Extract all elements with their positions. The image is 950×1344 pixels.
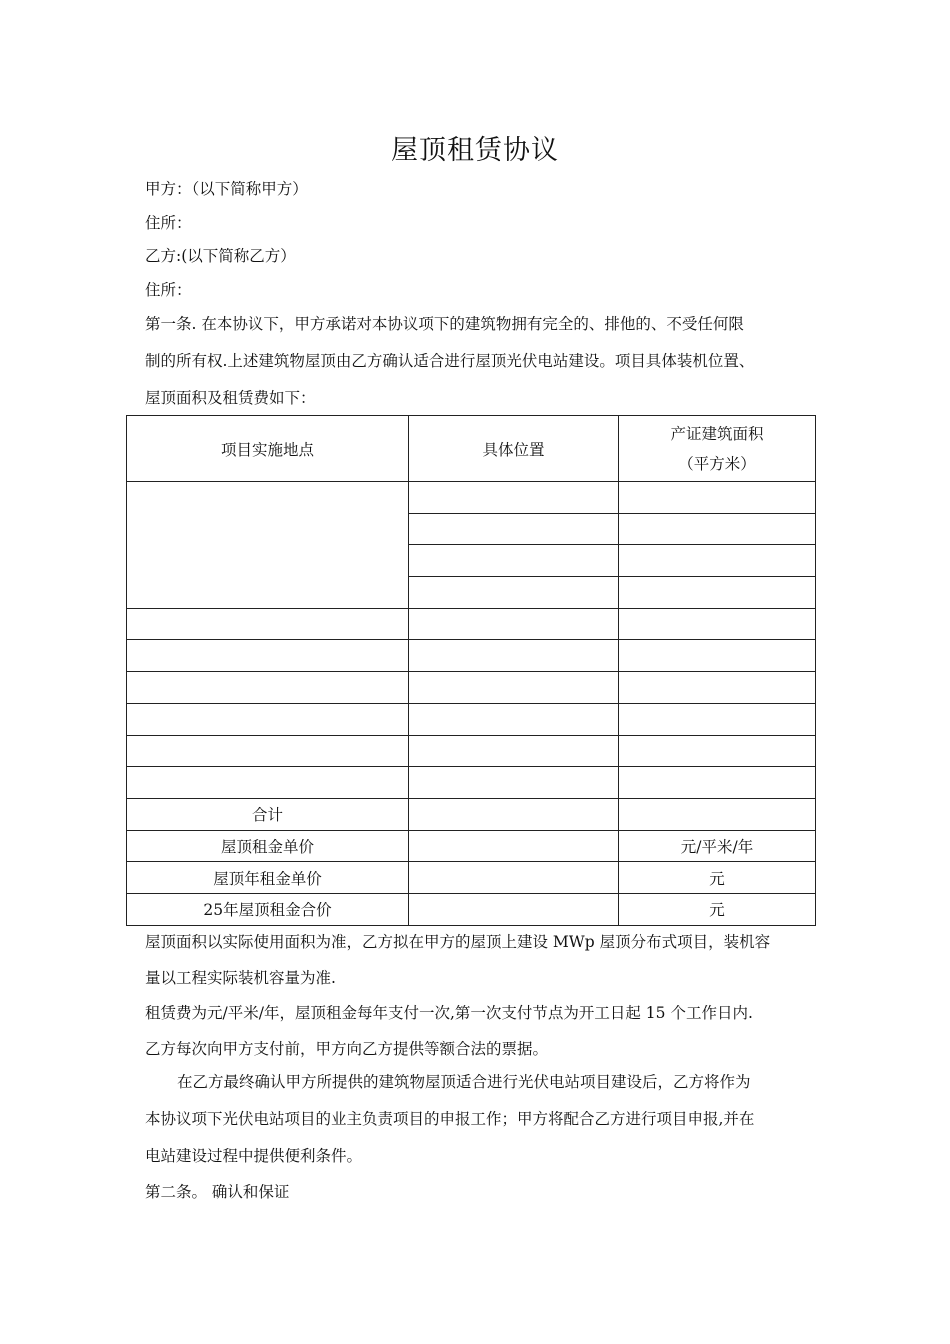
para3-line3: 电站建设过程中提供便利条件。 [145, 1147, 363, 1165]
table-cell [409, 482, 619, 514]
unit-price-row [127, 830, 816, 862]
header-area-line2: （平方米） [678, 454, 756, 473]
para1-line2: 量以工程实际装机容量为准. [145, 969, 336, 987]
table-cell [619, 640, 816, 672]
table-row [127, 608, 816, 640]
total-row [127, 798, 816, 830]
table-row [127, 703, 816, 735]
merged-location-cell [127, 482, 409, 609]
table-cell [409, 640, 619, 672]
clause1-line2: 制的所有权.上述建筑物屋顶由乙方确认适合进行屋顶光伏电站建设。项目具体装机位置、 [145, 352, 755, 370]
document-title: 屋顶租赁协议 [391, 135, 559, 166]
table-cell [619, 767, 816, 799]
table-header-row [127, 416, 816, 482]
table-cell [409, 513, 619, 545]
table-cell [619, 513, 816, 545]
table-cell [619, 672, 816, 704]
header-location: 项目实施地点 [127, 416, 409, 482]
table-cell [409, 703, 619, 735]
para3-line1: 在乙方最终确认甲方所提供的建筑物屋顶适合进行光伏电站项目建设后，乙方将作为 [177, 1073, 751, 1091]
table-cell [619, 577, 816, 609]
clause1-line3: 屋顶面积及租赁费如下： [145, 389, 316, 407]
header-area [619, 416, 816, 482]
table-cell [619, 703, 816, 735]
clause2-heading: 第二条。 确认和保证 [145, 1183, 290, 1201]
table-row [127, 767, 816, 799]
table-cell [619, 482, 816, 514]
table-cell [409, 608, 619, 640]
para3-line2: 本协议项下光伏电站项目的业主负责项目的申报工作；甲方将配合乙方进行项目申报,并在 [145, 1110, 755, 1128]
table-cell [409, 577, 619, 609]
table-cell [127, 640, 409, 672]
table-cell [409, 767, 619, 799]
address-a-line: 住所： [145, 214, 192, 232]
table-cell [619, 608, 816, 640]
table-cell [409, 798, 619, 830]
header-position: 具体位置 [409, 416, 619, 482]
table-cell [409, 672, 619, 704]
total25-label: 25年屋顶租金合价 [127, 893, 409, 925]
annual-rent-row [127, 862, 816, 894]
table-cell [409, 545, 619, 577]
para2-line1: 租赁费为元/平米/年，屋顶租金每年支付一次,第一次支付节点为开工日起 15 个工作日内. [145, 1004, 753, 1022]
total-label: 合计 [127, 798, 409, 830]
table-row [127, 735, 816, 767]
party-b-line: 乙方:(以下简称乙方） [145, 247, 296, 265]
table-cell [409, 735, 619, 767]
table-row [127, 482, 816, 514]
table-cell [127, 608, 409, 640]
annual-rent-label: 屋顶年租金单价 [127, 862, 409, 894]
party-a-line: 甲方：（以下简称甲方） [145, 180, 308, 198]
unit-price-unit: 元/平米/年 [619, 830, 816, 862]
table-row [127, 640, 816, 672]
table-row [127, 672, 816, 704]
table-cell [127, 735, 409, 767]
table-cell [127, 672, 409, 704]
total25-unit: 元 [619, 893, 816, 925]
table-cell [619, 545, 816, 577]
table-cell [127, 703, 409, 735]
header-area-line1: 产证建筑面积 [670, 424, 764, 443]
table-cell [409, 893, 619, 925]
table-cell [409, 830, 619, 862]
para2-line2: 乙方每次向甲方支付前，甲方向乙方提供等额合法的票据。 [145, 1040, 549, 1058]
table-cell [619, 735, 816, 767]
table-cell [127, 767, 409, 799]
total25-row [127, 893, 816, 925]
rent-table [126, 415, 816, 926]
para1-line1: 屋顶面积以实际使用面积为准，乙方拟在甲方的屋顶上建设 MWp 屋顶分布式项目，装机容 [145, 933, 771, 951]
table-cell [619, 798, 816, 830]
annual-rent-unit: 元 [619, 862, 816, 894]
address-b-line: 住所： [145, 281, 192, 299]
clause1-line1: 第一条. 在本协议下，甲方承诺对本协议项下的建筑物拥有完全的、排他的、不受任何限 [145, 315, 744, 333]
unit-price-label: 屋顶租金单价 [127, 830, 409, 862]
table-cell [409, 862, 619, 894]
